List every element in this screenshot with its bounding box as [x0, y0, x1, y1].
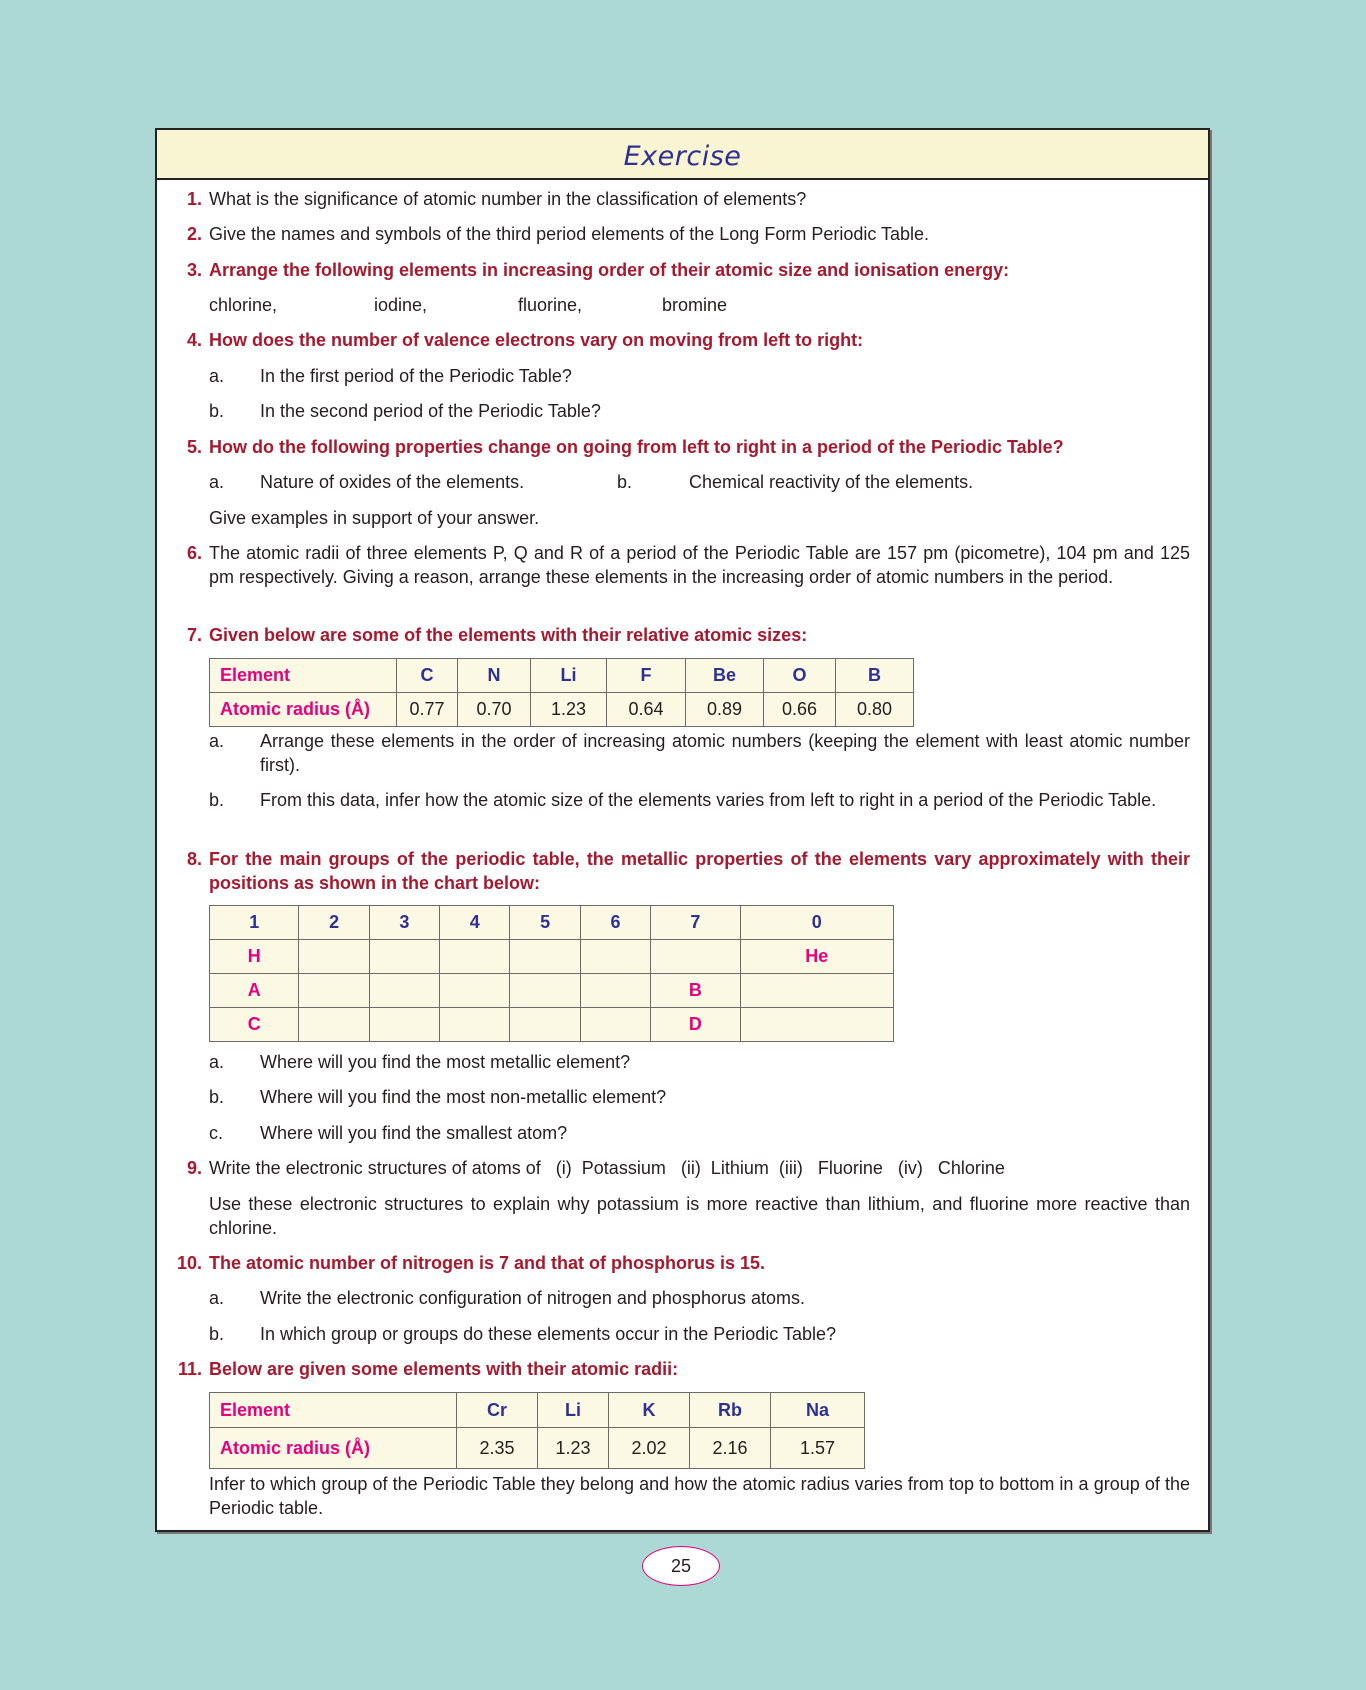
page-number: 25 [642, 1546, 720, 1586]
note: Use these electronic structures to explain why potassium is more reactive than lithium, and fluorine more reactive than chlorine. [209, 1194, 1190, 1238]
atomic-radii-table: Element Cr Li K Rb Na Atomic radius (Å) 2.35 1.23 2.02 2.16 1.57 [209, 1392, 865, 1469]
exercise-title: Exercise [623, 140, 742, 172]
title-band [157, 130, 1208, 180]
note: Infer to which group of the Periodic Table they belong and how the atomic radius varies from top to bottom in a group of the Periodic table. [209, 1474, 1190, 1518]
atomic-size-table: Element C N Li F Be O B Atomic radius (Å) 0.77 0.70 1.23 0.64 0.89 0.66 0.80 [209, 658, 914, 727]
note: Give examples in support of your answer. [209, 508, 540, 528]
exercise-frame: Exercise 1. What is the significance of atomic number in the classification of elements? 2. Give the names and symbols of the third period elements of the Long Form Periodic Table. 3. Arrange the following elements in increasing order of their atomic size and ionisation energy: chlorine, iodine, fluorine, bromine 4. How does the number of valence electrons vary on moving from left to right: a. In the first period of the Periodic Table? b. In the second period of the Periodic Table? 5. How do the following properties change on going from left to right in a period of the Periodic Table? a. Nature of oxides of the elements. b. Chemical reactivity of the elements. Give examples in support of your answer. 6. The atomic radii of three elements P, Q and R of a period of the Periodic Table are 157 pm (picometre), 104 pm and 125 pm respectively. Giving a reason, arrange these elements in the increasing order of atomic numbers in the period. 7. Given below are some of the elements with their relative atomic sizes: Element C N Li F Be O B Atomic radius (Å) 0.77 0.70 1.23 0.64 0.89 0.66 0.80 a. Arrange these elements in the order of increasing atomic numbers (keeping the element with least atomic number first). b. From this data, infer how the atomic size of the elements varies from left to right in a period of the Periodic Table. 8. For the main groups of the periodic table, the metallic properties of the elements vary approximately with their positions as shown in the chart below: 1 2 3 4 5 6 7 0 H He A B C D a. Where will you find the most metallic element? b. Where will you find the most non-metallic element? c. Where will you find the smallest atom? 9. Write the electronic structures of atoms of (i) Potassium (ii) Lithium (iii) Fluorine (iv) Chlorine Use these electronic structures to explain why potassium is more reactive than lithium, and fluorine more reactive than chlorine. 10. The atomic number of nitrogen is 7 and that of phosphorus is 15. a. Write the electronic configuration of nitrogen and phosphorus atoms. b. In which group or groups do these elements occur in the Periodic Table? 11. Below are given some elements with their atomic radii: Element Cr Li K Rb Na Atomic radius (Å) 2.35 1.23 2.02 2.16 1.57 Infer to which group of the Periodic Table they belong and how the atomic radius varies from top to bottom in a group of the Periodic table. [155, 128, 1210, 1532]
metallic-properties-chart: 1 2 3 4 5 6 7 0 H He A B C D [209, 905, 894, 1042]
